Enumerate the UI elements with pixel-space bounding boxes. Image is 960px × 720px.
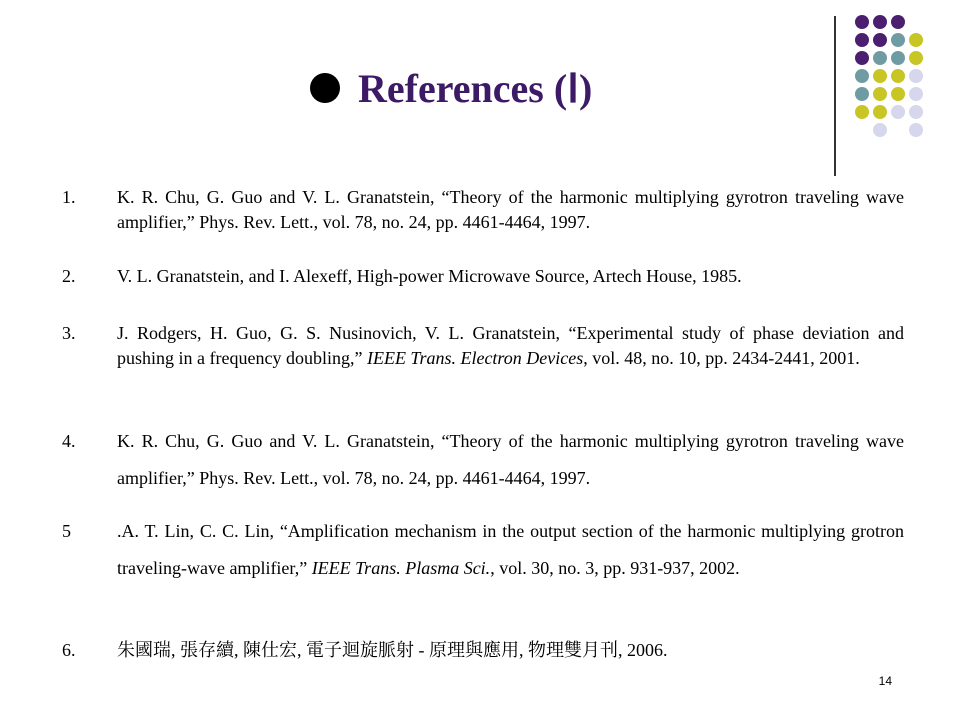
- reference-item: [62, 264, 904, 289]
- reference-item: [62, 423, 904, 497]
- decorative-dot: [891, 15, 905, 29]
- decorative-dot: [909, 51, 923, 65]
- reference-item: [62, 638, 904, 663]
- reference-text: [117, 513, 904, 587]
- reference-text-part: .A. T. Lin, C. C. Lin, “Amplification mechanism in the output section of the harmonic multiplying grotron traveling-wave amplifier,”: [117, 521, 904, 578]
- decorative-dot: [909, 123, 923, 137]
- decorative-dot: [873, 69, 887, 83]
- decorative-dot: [873, 123, 887, 137]
- decorative-dot: [891, 51, 905, 65]
- decorative-dot: [909, 69, 923, 83]
- decorative-dot: [891, 105, 905, 119]
- title-row: [310, 62, 592, 114]
- reference-number: 1.: [62, 187, 76, 207]
- journal-name: IEEE Trans. Plasma Sci.: [311, 558, 491, 578]
- reference-text: 朱國瑞, 張存續, 陳仕宏, 電子迴旋脈射 - 原理與應用, 物理雙月刊, 2006.: [117, 640, 668, 660]
- decorative-dot: [891, 69, 905, 83]
- reference-text: K. R. Chu, G. Guo and V. L. Granatstein, “Theory of the harmonic multiplying gyrotron traveling wave amplifier,” Phys. Rev. Lett., vol. 78, no. 24, pp. 4461-4464, 1997.: [117, 187, 904, 232]
- bullet-icon: [310, 73, 340, 103]
- decorative-dot: [891, 87, 905, 101]
- reference-text: K. R. Chu, G. Guo and V. L. Granatstein, “Theory of the harmonic multiplying gyrotron traveling wave amplifier,” Phys. Rev. Lett., vol. 78, no. 24, pp. 4461-4464, 1997.: [117, 431, 904, 488]
- reference-number: 2.: [62, 266, 76, 286]
- decorative-dot: [855, 15, 869, 29]
- decorative-dot: [909, 87, 923, 101]
- decorative-dot: [873, 15, 887, 29]
- reference-text-part: , vol. 48, no. 10, pp. 2434-2441, 2001.: [583, 348, 860, 368]
- vertical-divider: [834, 16, 836, 176]
- page-number: 14: [878, 674, 892, 688]
- decorative-dot: [855, 69, 869, 83]
- reference-number: 5: [62, 521, 71, 541]
- decorative-dot: [909, 33, 923, 47]
- decorative-dot: [855, 51, 869, 65]
- journal-name: IEEE Trans. Electron Devices: [366, 348, 584, 368]
- decorative-dot: [855, 105, 869, 119]
- decorative-dot: [873, 87, 887, 101]
- reference-item: [62, 321, 904, 371]
- reference-item: [62, 513, 904, 587]
- reference-number: 4.: [62, 431, 76, 451]
- reference-number: 6.: [62, 640, 76, 660]
- reference-item: [62, 185, 904, 235]
- reference-text: V. L. Granatstein, and I. Alexeff, High-power Microwave Source, Artech House, 1985.: [117, 266, 742, 286]
- decorative-dot: [855, 87, 869, 101]
- reference-text: [117, 321, 904, 371]
- reference-number: 3.: [62, 323, 76, 343]
- decorative-dot: [891, 33, 905, 47]
- decorative-dot: [855, 33, 869, 47]
- decorative-dot: [873, 33, 887, 47]
- reference-text-part: J. Rodgers, H. Guo, G. S. Nusinovich, V. L. Granatstein, “Experimental study of phase deviation and pushing in a frequency doubling,”: [117, 323, 904, 368]
- reference-text-part: , vol. 30, no. 3, pp. 931-937, 2002.: [490, 558, 740, 578]
- decorative-dot: [873, 105, 887, 119]
- decorative-dot: [873, 51, 887, 65]
- slide-title: References (Ⅰ): [358, 65, 593, 111]
- decorative-dot: [909, 105, 923, 119]
